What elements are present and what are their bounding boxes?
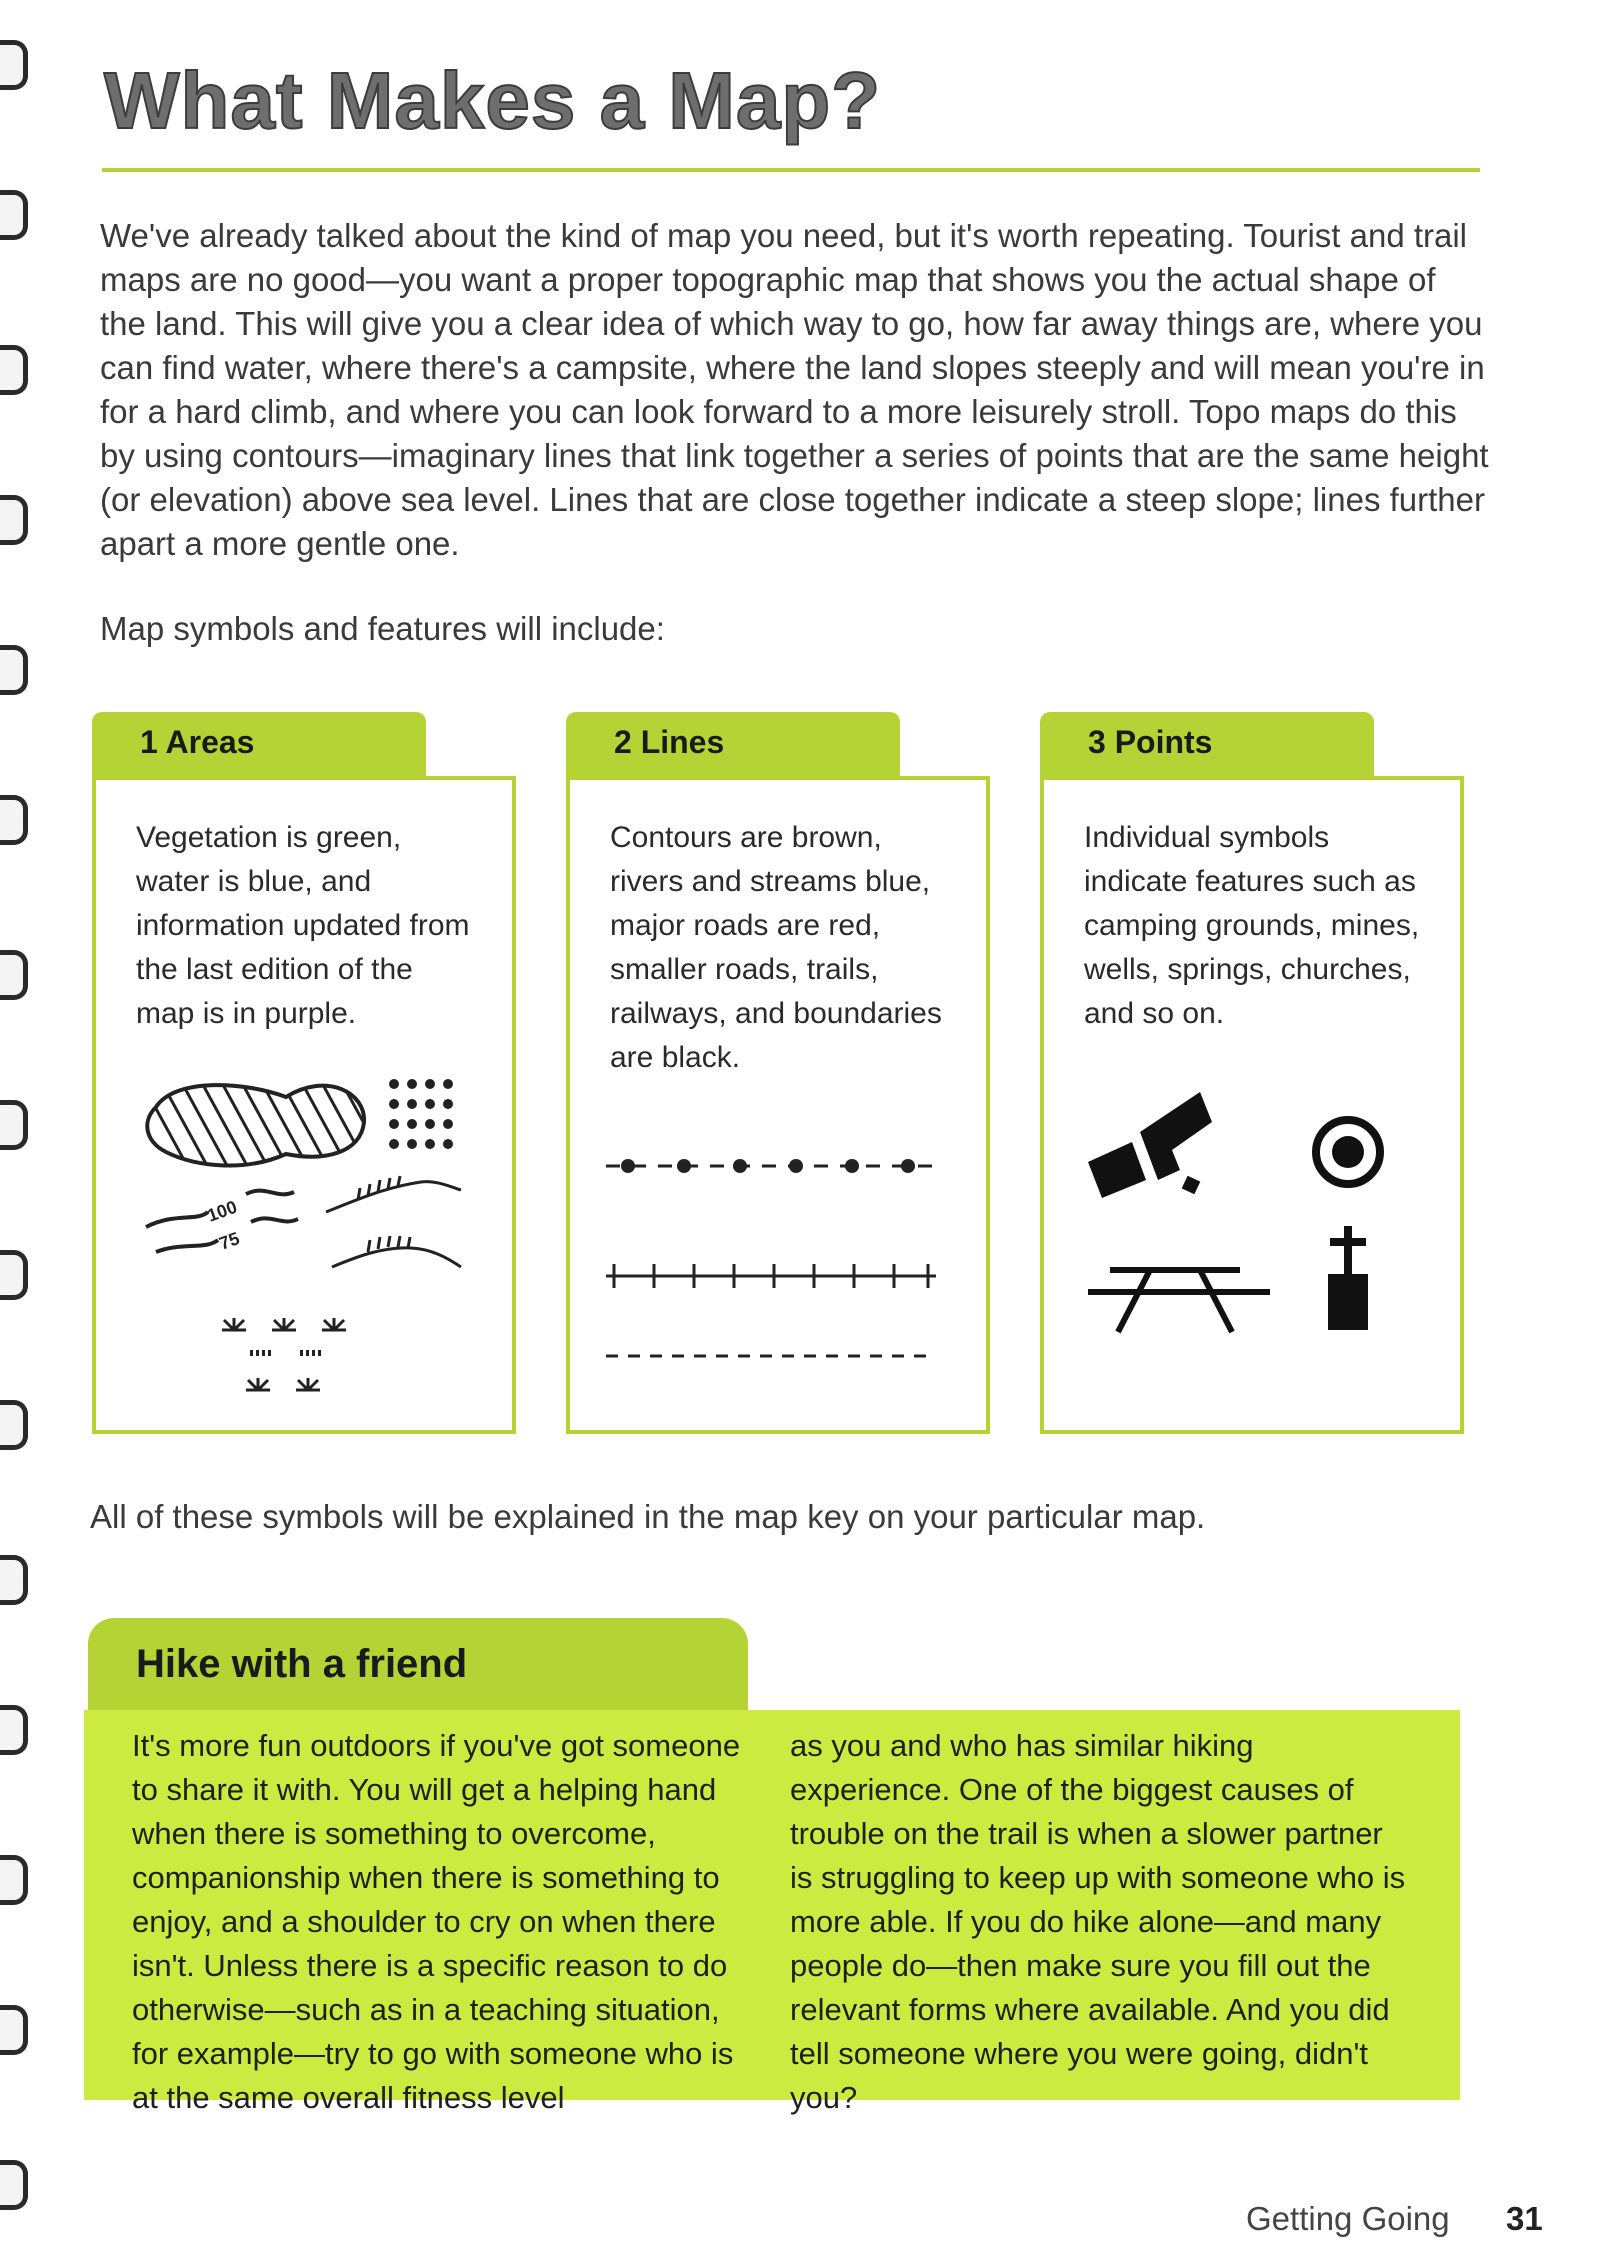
lines-card-tab: 2 Lines [566,712,900,776]
areas-card [92,712,516,1436]
tip-title: Hike with a friend [88,1618,748,1712]
page-title: What Makes a Map? [104,56,882,145]
point-symbols [1080,1092,1420,1392]
closing-text: All of these symbols will be explained in the map key on your particular map. [90,1498,1206,1535]
footer-section-label: Getting Going [1246,2200,1450,2237]
points-card [1040,712,1464,1436]
orchard-dots-icon [389,1079,453,1149]
title-divider [102,168,1480,172]
points-card-tab: 3 Points [1040,712,1374,776]
areas-card-tab: 1 Areas [92,712,426,776]
binding-ring [0,1555,28,1605]
spring-well-icon [1316,1120,1380,1184]
marsh-ridge-icon [326,1176,461,1267]
lines-card [566,712,990,1436]
area-symbols [136,1072,476,1422]
page-number: 31 [1506,2200,1543,2237]
binding-ring [0,345,28,395]
railway-line-icon [606,1264,936,1288]
binding-ring [0,1400,28,1450]
picnic-table-icon [1088,1270,1270,1332]
binding-ring [0,190,28,240]
binding-ring [0,2160,28,2210]
church-icon [1328,1226,1368,1330]
symbols-lead-text: Map symbols and features will include: [100,610,665,647]
tip-left-column: It's more fun outdoors if you've got someone to share it with. You will get a helping hand when there is something to overcome, companionship when there is something to enjoy, and a shoulder to cry on when there isn't. Unless there is a specific reason to do otherwise—such as in a teaching situation, for example—try to go with someone who is at the same overall fitness level [132,1728,741,2115]
intro-paragraph: We've already talked about the kind of map you need, but it's worth repeating. Tourist and trail maps are no good—you want a proper topographic map that shows you the actual shape of the land. This will give you a clear idea of which way to go, how far away things are, where you can find water, where there's a campsite, where the land slopes steeply and will mean you're in for a hard climb, and where you can look forward to a more leisurely stroll. Topo maps do this by using contours—imaginary lines that link together a series of points that are the same height (or elevation) above sea level. Lines that are close together indicate a steep slope; lines further apart a more gentle one. [100,217,1489,562]
contour-label-75: 75 [216,1228,243,1254]
buildings-icon [1088,1092,1212,1198]
binding-ring [0,1100,28,1150]
binding-ring [0,1855,28,1905]
binding-ring [0,950,28,1000]
binding-ring [0,795,28,845]
areas-card-text: Vegetation is green, water is blue, and information updated from the last edition of the map is in purple. [136,821,470,1030]
contour-lines-icon [146,1191,298,1254]
tip-right-column: as you and who has similar hiking experience. One of the biggest causes of trouble on the trail is when a slower partner is struggling to keep up with someone who is more able. If you do hike alone—and many people do—then make sure you fill out the relevant forms where available. And you did tell someone where you were going, didn't you? [790,1728,1406,2115]
binding-ring [0,645,28,695]
trail-line-icon [606,1159,936,1173]
spiral-binding [0,0,40,2264]
marsh-grass-icon [222,1318,346,1390]
binding-ring [0,1250,28,1300]
binding-ring [0,495,28,545]
binding-ring [0,2005,28,2055]
contour-label-100: 100 [204,1196,240,1226]
vegetation-area-icon [136,1072,396,1182]
binding-ring [0,1705,28,1755]
binding-ring [0,40,28,90]
line-symbols [606,1152,946,1392]
lines-card-text: Contours are brown, rivers and streams blue, major roads are red, smaller roads, trails, railways, and boundaries are black. [610,821,942,1074]
points-card-text: Individual symbols indicate features such as camping grounds, mines, wells, springs, churches, and so on. [1084,821,1420,1030]
